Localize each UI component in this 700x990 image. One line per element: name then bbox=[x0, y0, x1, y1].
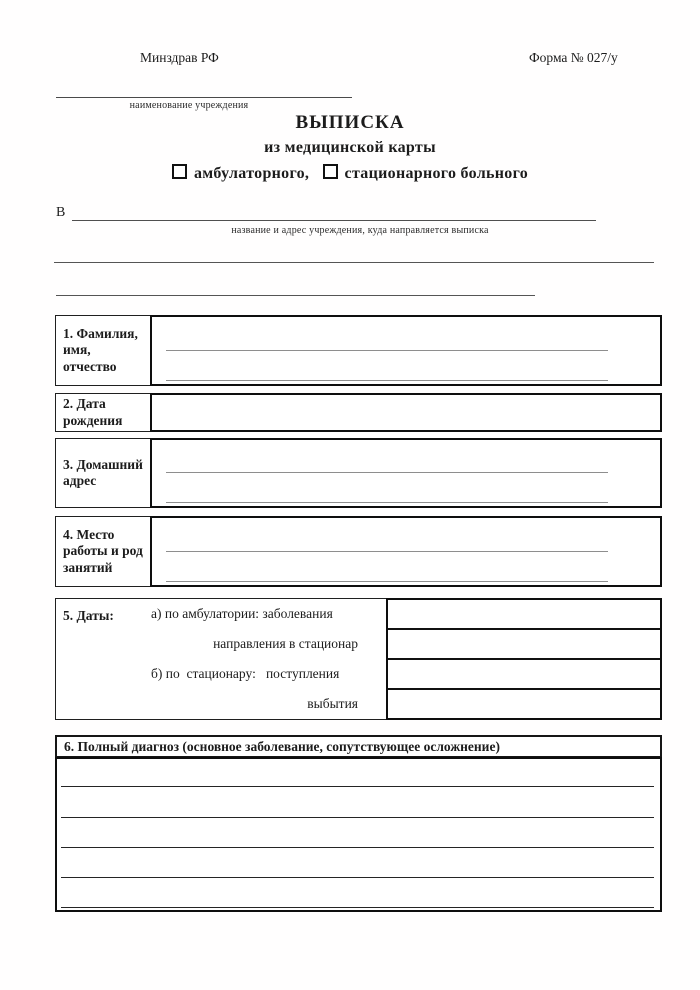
date-input-referral[interactable] bbox=[388, 628, 660, 658]
field-label-name: 1. Фамилия, имя, отчество bbox=[55, 315, 150, 386]
extra-write-line-1[interactable] bbox=[54, 248, 654, 263]
date-input-illness[interactable] bbox=[388, 600, 660, 628]
destination-caption: название и адрес учреждения, куда направляется выписка bbox=[231, 225, 489, 236]
diagnosis-section-header: 6. Полный диагноз (основное заболевание, сопутствующее осложнение) bbox=[55, 735, 662, 758]
field-input-work[interactable] bbox=[150, 516, 662, 587]
write-line[interactable] bbox=[61, 907, 654, 908]
field-label-address: 3. Домашний адрес bbox=[55, 438, 150, 508]
extra-write-line-2[interactable] bbox=[56, 281, 535, 296]
institution-name-caption: наименование учреждения bbox=[129, 100, 249, 111]
field-input-address[interactable] bbox=[150, 438, 662, 508]
field-label-birthdate: 2. Дата рождения bbox=[55, 393, 150, 432]
field-row-work bbox=[55, 516, 662, 587]
inpatient-checkbox[interactable] bbox=[323, 164, 338, 179]
field-label-work: 4. Место работы и род занятий bbox=[55, 516, 150, 587]
write-line[interactable] bbox=[166, 472, 608, 473]
write-line[interactable] bbox=[61, 847, 654, 848]
write-line[interactable] bbox=[61, 817, 654, 818]
dates-descriptions bbox=[147, 599, 386, 719]
dates-left-panel bbox=[55, 598, 386, 720]
outpatient-option-label: амбулаторного, bbox=[193, 165, 310, 182]
write-line[interactable] bbox=[61, 877, 654, 878]
write-line[interactable] bbox=[61, 786, 654, 787]
field-row-birthdate bbox=[55, 393, 662, 432]
form-number-label: Форма № 027/у bbox=[529, 50, 618, 65]
inpatient-option-label: стационарного больного bbox=[344, 165, 529, 182]
field-row-name bbox=[55, 315, 662, 386]
patient-type-line bbox=[0, 164, 700, 183]
destination-field[interactable] bbox=[72, 205, 596, 221]
date-input-discharge[interactable] bbox=[388, 688, 660, 718]
dates-section bbox=[55, 598, 662, 720]
date-input-admission[interactable] bbox=[388, 658, 660, 688]
write-line[interactable] bbox=[166, 551, 608, 552]
institution-name-field[interactable] bbox=[56, 84, 352, 98]
field-row-address bbox=[55, 438, 662, 508]
destination-prefix: В bbox=[56, 205, 66, 220]
dates-inpatient-admission-label: б) по стационару: поступления bbox=[151, 666, 340, 681]
dates-label: 5. Даты: bbox=[63, 608, 114, 623]
dates-referral-label: направления в стационар bbox=[213, 636, 358, 651]
write-line[interactable] bbox=[166, 380, 608, 381]
page-title: ВЫПИСКА bbox=[295, 112, 405, 133]
diagnosis-input-area[interactable] bbox=[55, 757, 662, 912]
dates-input-column bbox=[386, 598, 662, 720]
write-line[interactable] bbox=[166, 581, 608, 582]
destination-row bbox=[56, 205, 596, 221]
write-line[interactable] bbox=[166, 350, 608, 351]
ministry-label: Минздрав РФ bbox=[140, 50, 219, 65]
outpatient-checkbox[interactable] bbox=[172, 164, 187, 179]
field-input-birthdate[interactable] bbox=[150, 393, 662, 432]
dates-discharge-label: выбытия bbox=[307, 696, 358, 711]
write-line[interactable] bbox=[166, 502, 608, 503]
dates-outpatient-illness-label: а) по амбулатории: заболевания bbox=[151, 606, 333, 621]
field-input-name[interactable] bbox=[150, 315, 662, 386]
page-subtitle: из медицинской карты bbox=[264, 139, 436, 156]
